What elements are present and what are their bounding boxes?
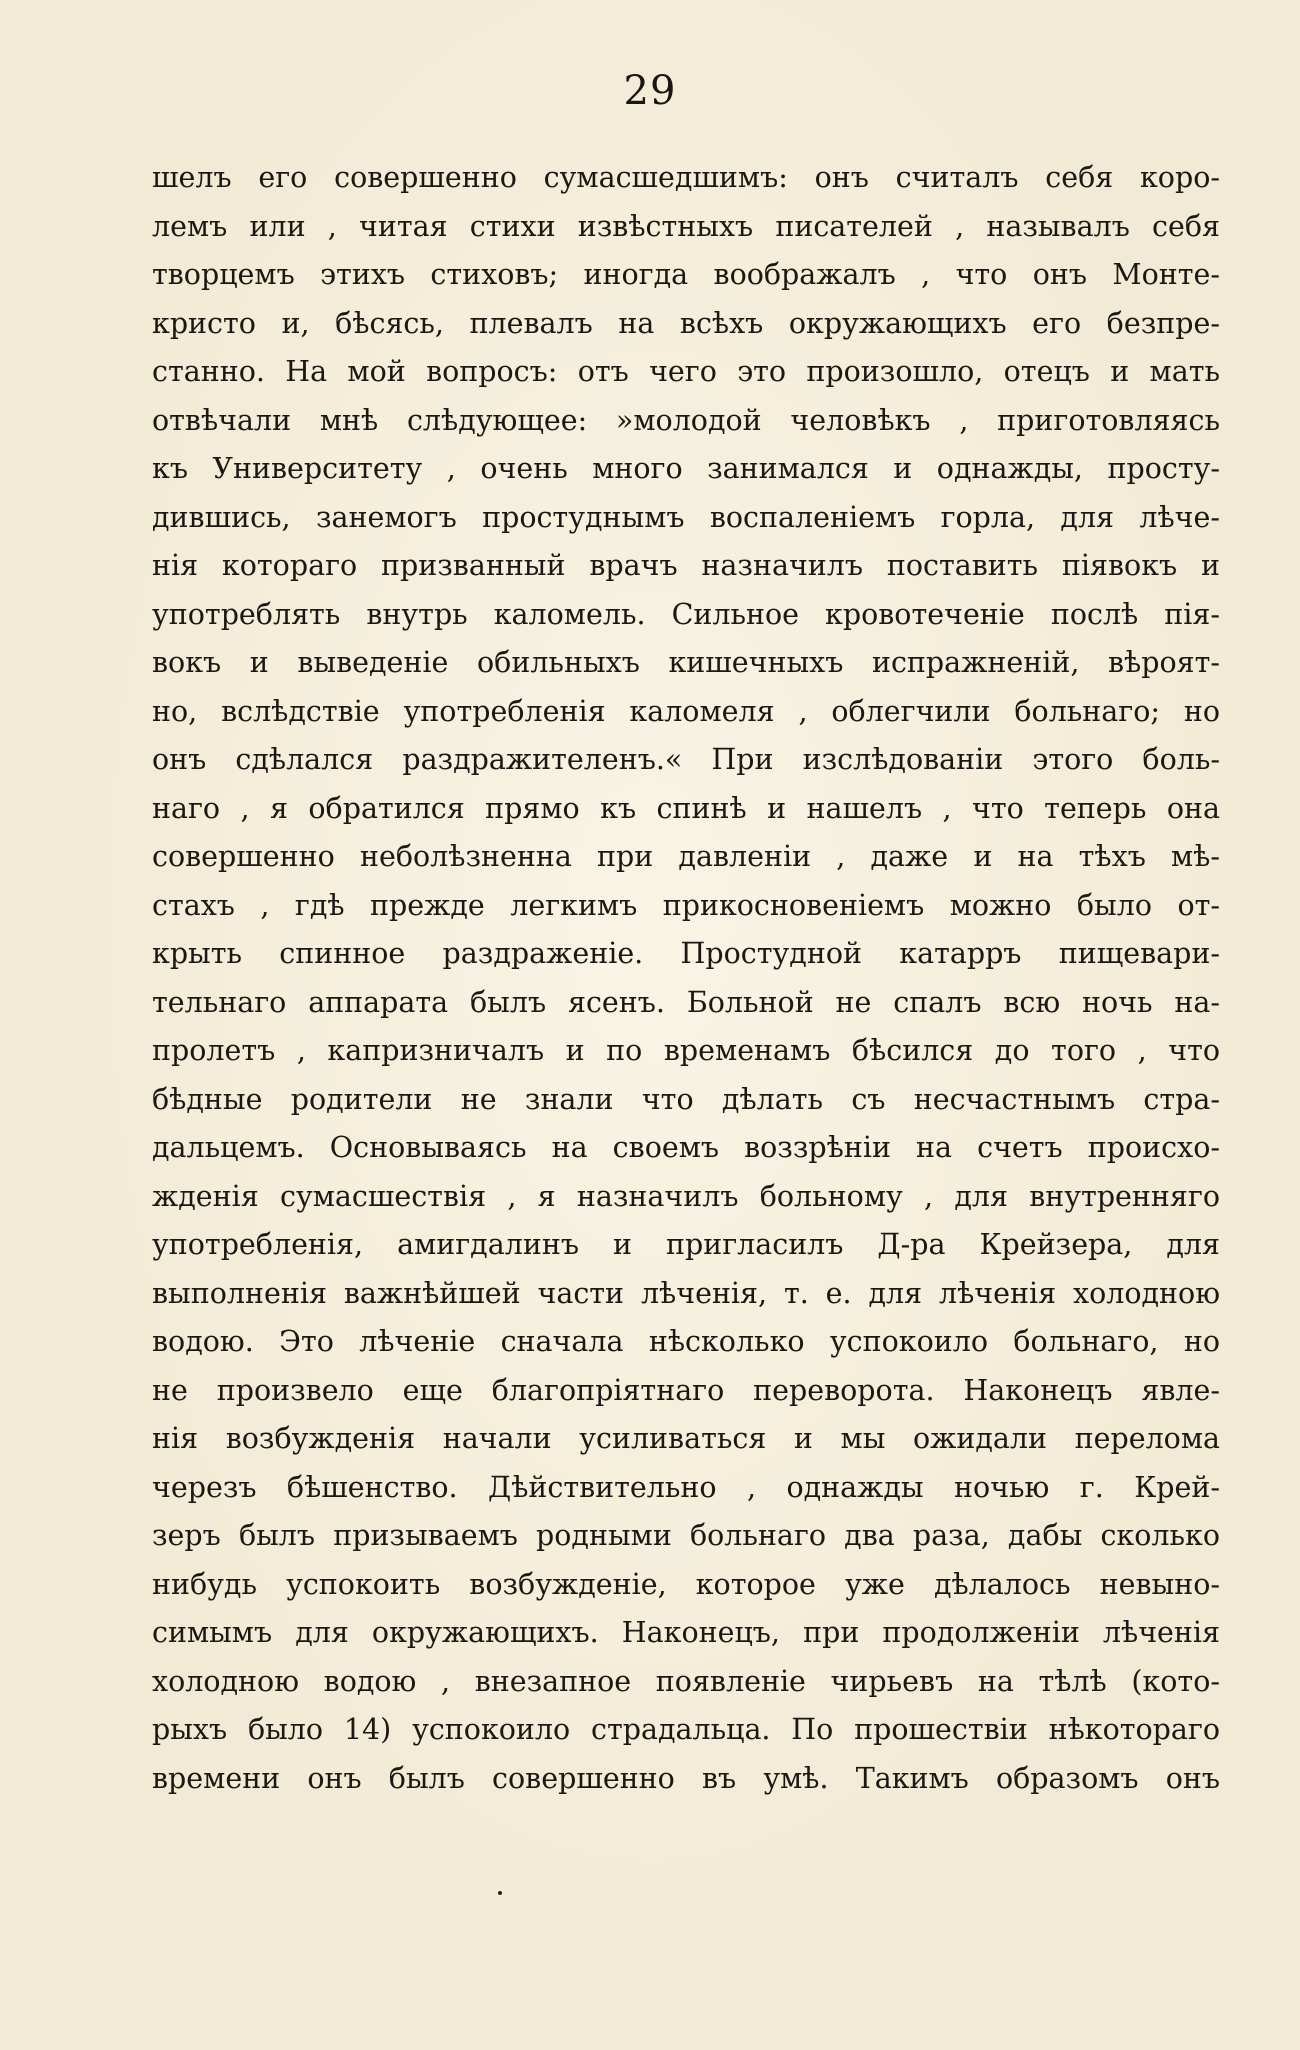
text-line: пролетъ , капризничалъ и по временамъ бѣсился до того , что — [152, 1034, 1220, 1067]
text-line: выполненiя важнѣйшей части лѣченiя, т. е. для лѣченiя холодною — [152, 1276, 1220, 1310]
text-line: наго , я обратился прямо къ спинѣ и нашелъ , что теперь она — [152, 791, 1220, 825]
text-line: стахъ , гдѣ прежде легкимъ прикосновенiемъ можно было от- — [152, 888, 1220, 922]
text-line: бѣдные родители не знали что дѣлать съ несчастнымъ стра- — [152, 1082, 1220, 1116]
text-line: совершенно неболѣзненна при давленiи , даже и на тѣхъ мѣ- — [152, 840, 1220, 873]
text-line: нiя возбужденiя начали усиливаться и мы ожидали перелома — [152, 1422, 1220, 1455]
text-line: жденiя сумасшествiя , я назначилъ больному , для внутренняго — [152, 1179, 1220, 1213]
text-line: отвѣчали мнѣ слѣдующее: »молодой человѣкъ , приготовляясь — [152, 403, 1220, 437]
text-line: онъ сдѣлался раздражителенъ.« При изслѣдованiи этого боль- — [152, 743, 1220, 776]
text-line: времени онъ былъ совершенно въ умѣ. Такимъ образомъ онъ — [152, 1761, 1220, 1795]
text-line: употребленiя, амигдалинъ и пригласилъ Д-ра Крейзера, для — [152, 1228, 1220, 1261]
text-line: крыть спинное раздраженiе. Простудной катарръ пищевари- — [152, 937, 1220, 970]
text-line: дальцемъ. Основываясь на своемъ воззрѣнiи на счетъ происхо- — [152, 1131, 1220, 1164]
text-line: творцемъ этихъ стиховъ; иногда воображалъ , что онъ Монте- — [152, 258, 1220, 291]
text-line: черезъ бѣшенство. Дѣйствительно , однажды ночью г. Крей- — [152, 1470, 1220, 1504]
text-line: симымъ для окружающихъ. Наконецъ, при продолженiи лѣченiя — [152, 1616, 1220, 1649]
text-line: водою. Это лѣченiе сначала нѣсколько успокоило больнаго, но — [152, 1325, 1220, 1358]
text-line: шелъ его совершенно сумасшедшимъ: онъ считалъ себя коро- — [152, 161, 1220, 194]
text-line: станно. На мой вопросъ: отъ чего это произошло, отецъ и мать — [152, 355, 1220, 388]
text-line: тельнаго аппарата былъ ясенъ. Больной не спалъ всю ночь на- — [152, 985, 1220, 1019]
text-line: нибудь успокоить возбужденiе, которое уже дѣлалось невыно- — [152, 1567, 1220, 1601]
text-line: употреблять внутрь каломель. Сильное кровотеченiе послѣ пiя- — [152, 597, 1220, 631]
text-line: нiя котораго призванный врачъ назначилъ поставить пiявокъ и — [152, 549, 1220, 582]
text-line: зеръ былъ призываемъ родными больнаго два раза, дабы сколько — [152, 1519, 1220, 1552]
text-line: вокъ и выведенiе обильныхъ кишечныхъ испражненiй, вѣроят- — [152, 646, 1220, 679]
text-line: кристо и, бѣсясь, плевалъ на всѣхъ окружающихъ его безпре- — [152, 306, 1220, 340]
text-line: но, вслѣдствiе употребленiя каломеля , облегчили больнаго; но — [152, 694, 1220, 728]
text-line: дившись, занемогъ простуднымъ воспаленiемъ горла, для лѣче- — [152, 500, 1220, 534]
text-line: не произвело еще благопрiятнаго переворота. Наконецъ явле- — [152, 1373, 1220, 1407]
body-text — [152, 154, 1220, 1803]
text-line: рыхъ было 14) успокоило страдальца. По прошествiи нѣкотораго — [152, 1713, 1220, 1746]
text-line: холодною водою , внезапное появленiе чирьевъ на тѣлѣ (кото- — [152, 1664, 1220, 1698]
page-number: 29 — [623, 68, 677, 114]
ink-speck — [498, 1891, 502, 1895]
text-line: къ Университету , очень много занимался и однажды, просту- — [152, 452, 1220, 485]
text-line: лемъ или , читая стихи извѣстныхъ писателей , называлъ себя — [152, 209, 1220, 243]
